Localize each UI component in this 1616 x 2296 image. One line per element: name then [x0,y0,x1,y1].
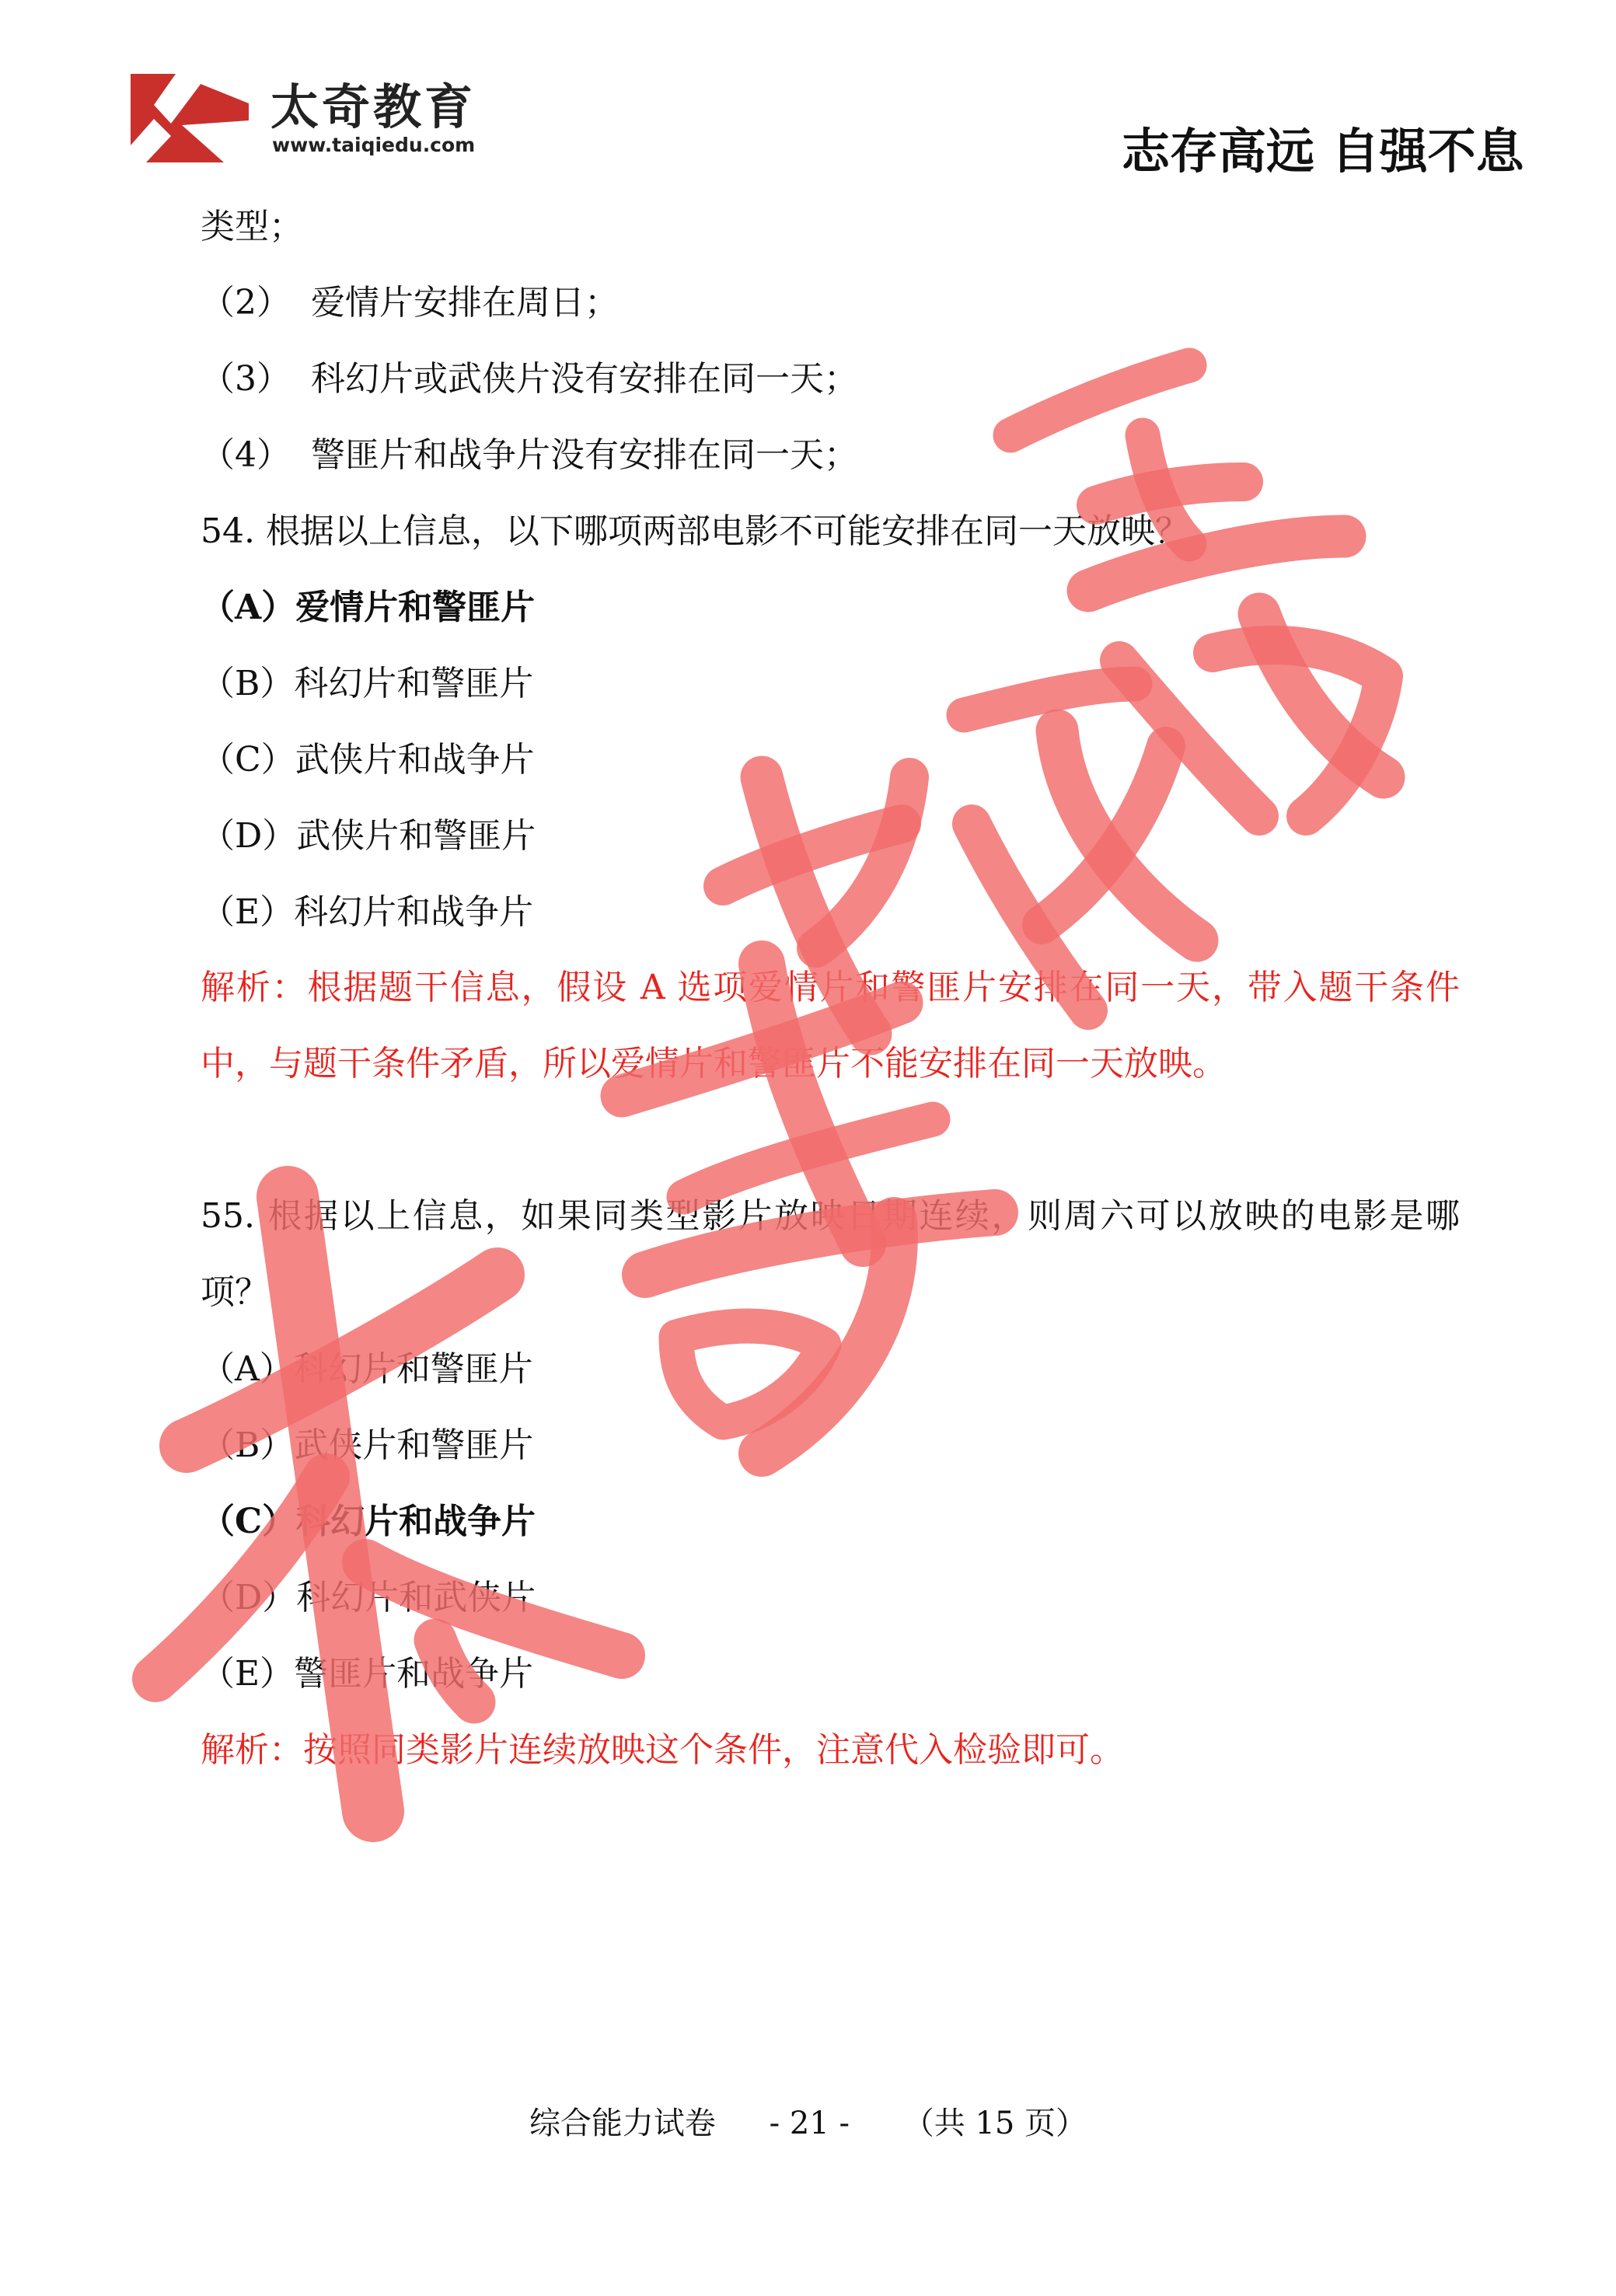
condition-number: （4） [201,435,291,475]
condition-item [201,356,858,403]
q55-option-d: （D）科幻片和武侠片 [201,1578,536,1617]
q55-option-a: （A）科幻片和警匪片 [201,1349,533,1389]
question-54: 54. 根据以上信息，以下哪项两部电影不可能安排在同一天放映？ [201,511,1189,551]
condition-text: 爱情片安排在周日； [311,283,619,323]
condition-continuation: 类型； [201,207,303,246]
q55-option-c-answer: （C）科幻片和战争片 [201,1502,536,1541]
slogan: 志存高远 自强不息 [1122,123,1524,180]
condition-number: （2） [201,283,291,323]
total-pages: （共 15 页） [902,2106,1087,2141]
page-number: - 21 - [769,2106,850,2141]
q54-option-e: （E）科幻片和战争片 [201,892,534,932]
q55-option-e: （E）警匪片和战争片 [201,1654,534,1694]
q54-option-a-answer: （A）爱情片和警匪片 [201,588,536,627]
condition-number: （3） [201,359,291,399]
condition-text: 科幻片或武侠片没有安排在同一天； [311,359,858,399]
brand-name: 太奇教育 [270,79,476,135]
exam-name: 综合能力试卷 [529,2106,716,2141]
q54-option-b: （B）科幻片和警匪片 [201,664,534,703]
condition-item [201,280,619,326]
q55-option-b: （B）武侠片和警匪片 [201,1425,534,1465]
q55-analysis: 解析：按照同类影片连续放映这个条件，注意代入检验即可。 [201,1730,1124,1770]
condition-item [201,432,858,479]
brand-url: www.taiqiedu.com [272,134,476,156]
page-footer [0,2099,1616,2143]
q54-option-d: （D）武侠片和警匪片 [201,816,536,856]
taiqi-logo-icon [131,74,249,162]
q54-option-c: （C）武侠片和战争片 [201,740,535,780]
condition-text: 警匪片和战争片没有安排在同一天； [311,435,858,475]
question-55: 55. 根据以上信息，如果同类型影片放映日期连续，则周六可以放映的电影是哪项？ [201,1196,1460,1312]
q54-analysis: 解析：根据题干信息，假设 A 选项爱情片和警匪片安排在同一天，带入题干条件中，与题干条件矛盾，所以爱情片和警匪片不能安排在同一天放映。 [201,968,1460,1083]
